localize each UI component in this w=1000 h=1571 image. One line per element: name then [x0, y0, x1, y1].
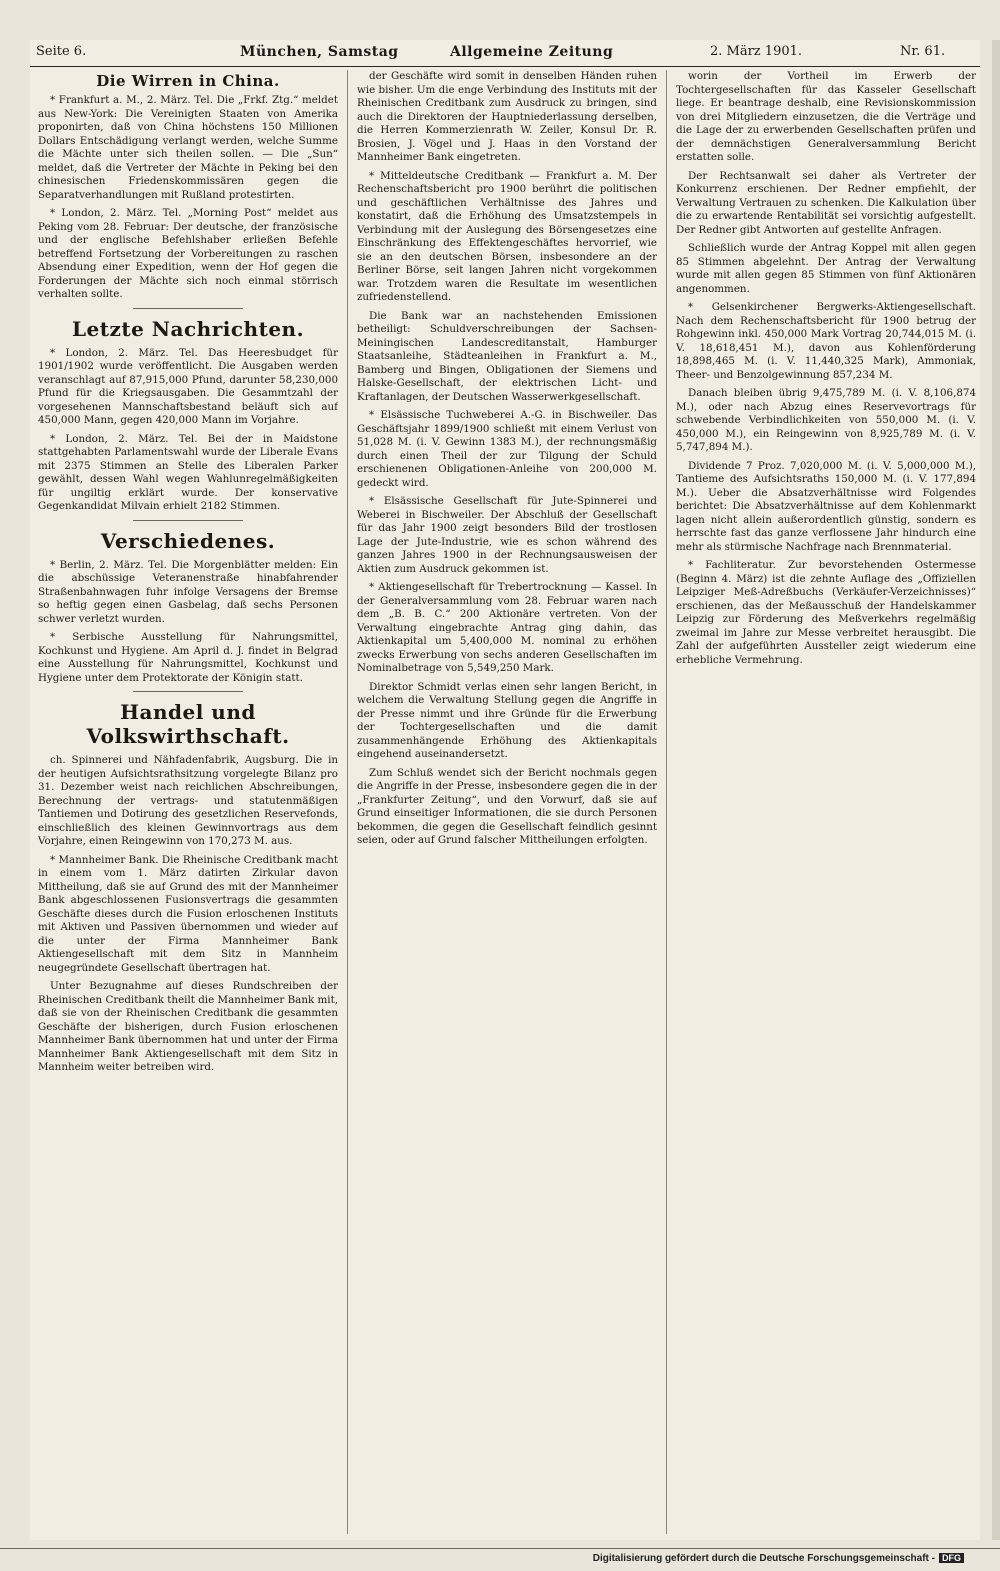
- article-paragraph: * London, 2. März. Tel. „Morning Post“ meldet aus Peking vom 28. Februar: Der deutsche, der französische und der englische Befehlshaber erließen Befehle betreffend Fortsetzung der Vorbereitungen zu raschen Absendung einer Expedition, wenn der Hof gegen die Forderungen der Mächte sich noch einmal störrisch verhalten sollte.: [38, 207, 338, 300]
- newspaper-title: Allgemeine Zeitung: [450, 44, 614, 60]
- article-paragraph: Der Rechtsanwalt sei daher als Vertreter der Konkurrenz erschienen. Der Redner empfiehlt, der Verwaltung Vertrauen zu schenken. Die Kalkulation über die zu erwartende Rentabilität sei vorsichtig aufgestellt. Der Redner gibt Antworten auf gestellte Anfragen.: [676, 169, 976, 236]
- article-paragraph: Danach bleiben übrig 9,475,789 M. (i. V. 8,106,874 M.), oder nach Abzug eines Reservevortrags für schwebende Verbindlichkeiten von 550,000 M. (i. V. 450,000 M.), ein Reingewinn von 8,925,789 M. (i. V. 5,747,894 M.).: [676, 387, 976, 453]
- divider: [133, 691, 243, 692]
- article-paragraph: der Geschäfte wird somit in denselben Händen ruhen wie bisher. Um die enge Verbindung des Instituts mit der Rheinischen Creditbank zum Ausdruck zu bringen, sind auch die Direktoren der Hauptniederlassung derselben, die Herren Kommerzienrath W. Zeiler, Konsul Dr. R. Brosien, J. Vögel und J. Haas in den Vorstand der Mannheimer Bank eingetreten.: [357, 70, 657, 163]
- article-paragraph: Dividende 7 Proz. 7,020,000 M. (i. V. 5,000,000 M.), Tantieme des Aufsichtsraths 150,000 M. (i. V. 177,894 M.). Ueber die Absatzverhältnisse wird Folgendes berichtet: Die Absatzverhältnisse auf dem Kohlenmarkt lagen nicht allein außerordentlich günstig, sondern es herrschte fast das ganze verflossene Jahr hindurch eine mehr als stürmische Nachfrage nach Brennmaterial.: [676, 459, 976, 553]
- article-paragraph: * Fachliteratur. Zur bevorstehenden Ostermesse (Beginn 4. März) ist die zehnte Auflage des „Offiziellen Leipziger Meß-Adreßbuchs (Verkäufer-Verzeichnisses)“ erschienen, das der Meßausschuß der Handelskammer Leipzig zur Förderung des Meßverkehrs regelmäßig zweimal im Jahre zur Messe verbreitet herausgibt. Die Zahl der aufgeführten Aussteller zeigt wiederum eine erhebliche Vermehrung.: [676, 559, 976, 666]
- article-paragraph: Zum Schluß wendet sich der Bericht nochmals gegen die Angriffe in der Presse, insbesondere gegen die in der „Frankfurter Zeitung“, und den Vorwurf, daß sie auf Grund einseitiger Informationen, die sie durch Personen bekommen, die gegen die Gesellschaft feindlich gesinnt seien, oder auf Grund falscher Mittheilungen erfolgten.: [357, 766, 657, 846]
- article-paragraph: * Elsässische Gesellschaft für Jute-Spinnerei und Weberei in Bischweiler. Der Abschluß der Gesellschaft für das Jahr 1900 zeigt besonders Bild der trostlosen Lage der Jute-Industrie, wie es schon während des ganzen Jahres 1900 in der Rechnungsausweisen der Aktien zum Ausdruck gekommen ist.: [357, 495, 657, 575]
- article-paragraph: * Mitteldeutsche Creditbank — Frankfurt a. M. Der Rechenschaftsbericht pro 1900 berührt die politischen und geschäftlichen Verhältnisse des Jahres und konstatirt, daß die Erhöhung des Umsatzstempels in Verbindung mit der Auslegung des Börsengesetzes eine Einschränkung des Effektengeschäftes hervorrief, wie sie an den deutschen Börsen, insbesondere an der Berliner Börse, seit langen Jahren nicht vorgekommen war. Trotzdem waren die Resultate im wesentlichen zufriedenstellend.: [357, 169, 657, 303]
- divider: [133, 520, 243, 521]
- article-paragraph: Die Bank war an nachstehenden Emissionen betheiligt: Schuldverschreibungen der Sachsen-Meiningischen Landescreditanstalt, Hamburger Staatsanleihe, Städteanleihen in Frankfurt a. M., Bamberg und Bingen, Obligationen der Siemens und Halske-Gesellschaft, der elektrischen Licht- und Kraftanlagen, der Deutschen Wasserwerkgesellschaft.: [357, 309, 657, 403]
- digitization-credit: [593, 1553, 964, 1564]
- article-paragraph: * London, 2. März. Tel. Bei der in Maidstone stattgehabten Parlamentswahl wurde der Liberale Evans mit 2375 Stimmen an Stelle des Liberalen Parker gewählt, dessen Wahl wegen Wahlunregelmäßigkeiten für ungiltig erklärt wurde. Der konservative Gegenkandidat Milvain erhielt 2182 Stimmen.: [38, 432, 338, 512]
- dfg-logo: DFG: [939, 1553, 964, 1563]
- column-middle: [357, 70, 657, 1534]
- article-paragraph: * Gelsenkirchener Bergwerks-Aktiengesellschaft. Nach dem Rechenschaftsbericht für 1900 betrug der Rohgewinn inkl. 450,000 Mark Vortrag 20,744,015 M. (i. V. 18,618,451 M.), davon aus Kohlenförderung 18,898,465 M. (i. V. 11,440,325 Mark), Ammoniak, Theer- und Benzolgewinnung 857,234 M.: [676, 301, 976, 381]
- credit-text: Digitalisierung gefördert durch die Deutsche Forschungsgemeinschaft -: [592, 1553, 935, 1564]
- article-paragraph: * Elsässische Tuchweberei A.-G. in Bischweiler. Das Geschäftsjahr 1899/1900 schließt mit einem Verlust von 51,028 M. (i. V. Gewinn 1383 M.), der rechnungsmäßig durch einen Theil der zur Tilgung der Schuld erschienenen Obligationen-Anleihe von 200,000 M. gedeckt wird.: [357, 409, 657, 489]
- section-heading: Letzte Nachrichten.: [71, 316, 305, 341]
- article-paragraph: Direktor Schmidt verlas einen sehr langen Bericht, in welchem die Verwaltung Stellung gegen die Angriffe in der Presse nimmt und ihre Gründe für die Erwerbung der Tochtergesellschaften und die damit zusammenhängende Erhöhung des Aktienkapitals eingehend auseinandersetzt.: [357, 680, 657, 760]
- divider: [133, 308, 243, 309]
- column-rule: [666, 70, 667, 1534]
- column-right: [676, 70, 976, 1534]
- city-day: München, Samstag: [240, 44, 399, 60]
- article-paragraph: * Mannheimer Bank. Die Rheinische Creditbank macht in einem vom 1. März datirten Zirkular davon Mittheilung, daß sie auf Grund des mit der Mannheimer Bank abgeschlossenen Fusionsvertrags die gesammten Geschäfte dieses durch die Fusion erloschenen Instituts mit Aktiven und Passiven übernommen und wieder auf die unter der Firma Mannheimer Bank Aktiengesellschaft mit dem Sitz in Mannheim neugegründete Gesellschaft übertragen hat.: [38, 853, 338, 974]
- masthead: [30, 40, 980, 67]
- issue-number: Nr. 61.: [900, 44, 946, 59]
- article-paragraph: worin der Vortheil im Erwerb der Tochtergesellschaften für das Kasseler Gesellschaft liege. Er beantrage deshalb, eine Revisionskommission von drei Mitgliedern einzusetzen, die die Verträge und die Lage der zu erwerbenden Gesellschaften prüfen und der demnächstigen Generalversammlung Bericht erstatten solle.: [676, 70, 976, 163]
- article-paragraph: Schließlich wurde der Antrag Koppel mit allen gegen 85 Stimmen abgelehnt. Der Antrag der Verwaltung wurde mit allen gegen 85 Stimmen von fünf Aktionären angenommen.: [676, 242, 976, 295]
- column-rule: [347, 70, 348, 1534]
- article-paragraph: ch. Spinnerei und Nähfadenfabrik, Augsburg. Die in der heutigen Aufsichtsrathsitzung vorgelegte Bilanz pro 31. Dezember weist nach reichlichen Abschreibungen, Berechnung der vertrags- und statutenmäßigen Tantiemen und Dotirung des gesetzlichen Reservefonds, einschließlich des kleinen Gewinnvortrags aus dem Vorjahre, einen Reingewinn von 170,273 M. aus.: [38, 754, 338, 847]
- article-paragraph: Unter Bezugnahme auf dieses Rundschreiben der Rheinischen Creditbank theilt die Mannheimer Bank mit, daß sie von der Rheinischen Creditbank die gesammten Geschäfte der bisherigen, durch Fusion erloschenen Mannheimer Bank übernommen hat und unter der Firma Mannheimer Bank Aktiengesellschaft mit dem Sitz in Mannheim weiter betreiben wird.: [38, 980, 338, 1073]
- section-heading: Die Wirren in China.: [96, 72, 280, 90]
- page-edge: [992, 40, 1000, 1540]
- article-paragraph: * Berlin, 2. März. Tel. Die Morgenblätter melden: Ein die abschüssige Veteranenstraße hinabfahrender Straßenbahnwagen fuhr infolge Versagens der Bremse so heftig gegen einen Gasbelag, daß sechs Personen schwer verletzt wurden.: [38, 558, 338, 625]
- article-paragraph: * Aktiengesellschaft für Trebertrocknung — Kassel. In der Generalversammlung vom 28. Februar waren nach dem „B. B. C.“ 200 Aktionäre vertreten. Von der Verwaltung eingebrachte Antrag ging dahin, das Aktienkapital um 5,400,000 M. nominal zu erhöhen zwecks Erwerbung von sechs anderen Gesellschaften im Nominalbetrage von 5,549,250 Mark.: [357, 581, 657, 674]
- article-paragraph: * Frankfurt a. M., 2. März. Tel. Die „Frkf. Ztg.“ meldet aus New-York: Die Vereinigten Staaten von Amerika proponirten, daß von China höchstens 150 Millionen Dollars Entschädigung verlangt werden, welche Summe die Mächte unter sich theilen sollen. — Die „Sun“ meldet, daß die Vertreter der Mächte in Peking bei den chinesischen Friedenskommissären gegen die Separatverhandlungen mit Rußland protestirten.: [38, 94, 338, 201]
- section-heading: Handel und Volkswirthschaft.: [86, 700, 290, 748]
- issue-date: 2. März 1901.: [710, 44, 803, 59]
- article-paragraph: * London, 2. März. Tel. Das Heeresbudget für 1901/1902 wurde veröffentlicht. Die Ausgaben werden veranschlagt auf 87,915,000 Pfund, darunter 58,230,000 Pfund für die Kriegsausgaben. Die Gesammtzahl der vorgesehenen Mannschaftsbestand beläuft sich auf 450,000 Mann, gegen 420,000 Mann im Vorjahre.: [38, 346, 338, 426]
- section-heading: Verschiedenes.: [100, 528, 276, 553]
- column-left: [38, 70, 338, 1534]
- article-paragraph: * Serbische Ausstellung für Nahrungsmittel, Kochkunst und Hygiene. Am April d. J. findet in Belgrad eine Ausstellung für Nahrungsmittel, Kochkunst und Hygiene unter dem Protektorate der Königin statt.: [38, 631, 338, 684]
- footer-rule: [0, 1548, 1000, 1549]
- page-number: Seite 6.: [36, 44, 87, 59]
